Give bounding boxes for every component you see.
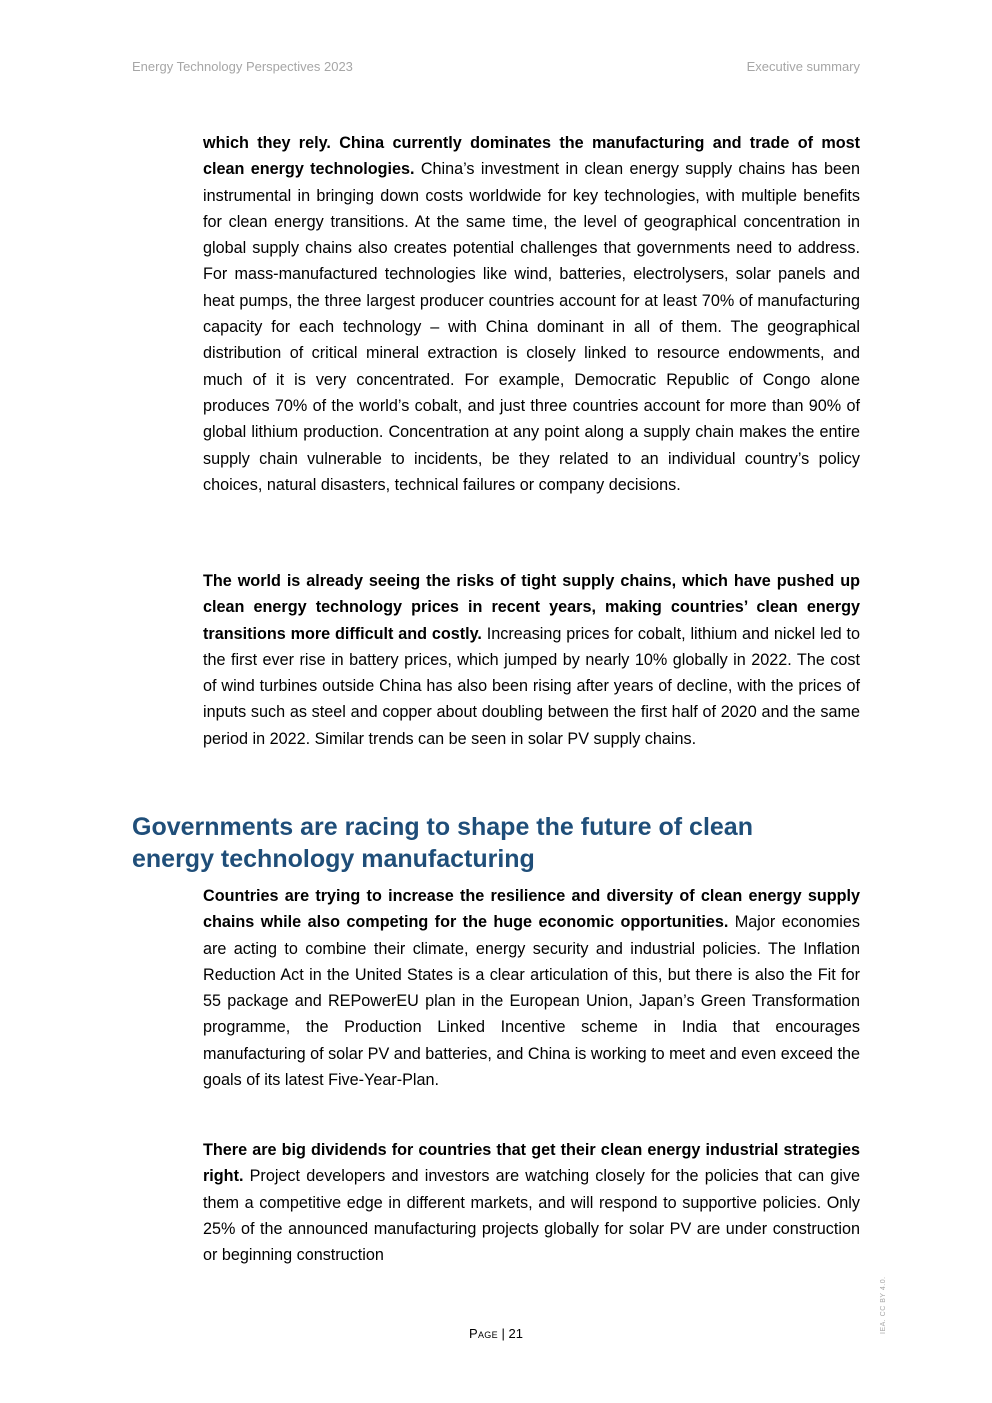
paragraph-lead: Countries are trying to increase the resilience and diversity of clean energy supply chains while also competing for the huge economic opportunities. — [203, 887, 860, 932]
paragraph-china-dominance — [203, 130, 860, 498]
paragraph-lead: The world is already seeing the risks of tight supply chains, which have pushed up clean energy technology prices in recent years, making countries’ clean energy transitions more difficult and costly. — [203, 572, 860, 643]
paragraph-lead: There are big dividends for countries that get their clean energy industrial strategies right. — [203, 1141, 860, 1186]
paragraph-text: Increasing prices for cobalt, lithium and nickel led to the first ever rise in battery prices, which jumped by nearly 10% globally in 2022. The cost of wind turbines outside China has also been rising after years of decline, with the prices of inputs such as steel and copper about doubling between the first half of 2020 and the same period in 2022. Similar trends can be seen in solar PV supply chains. — [203, 624, 860, 748]
license-notice: IEA. CC BY 4.0. — [880, 1276, 887, 1334]
paragraph-text: Major economies are acting to combine their climate, energy security and industrial policies. The Inflation Reduction Act in the United States is a clear articulation of this, but there is also the Fit for 55 package and REPowerEU plan in the European Union, Japan’s Green Transformation programme, the Production Linked Incentive scheme in India that encourages manufacturing of solar PV and batteries, and China is working to meet and even exceed the goals of its latest Five-Year-Plan. — [203, 913, 860, 1090]
section-heading: Governments are racing to shape the future of clean energy technology manufacturing — [132, 813, 753, 873]
paragraph-supply-chain-risks — [203, 568, 860, 752]
running-header-title: Energy Technology Perspectives 2023 — [132, 59, 353, 74]
running-header-section: Executive summary — [746, 59, 860, 74]
paragraph-text: Project developers and investors are watching closely for the policies that can give them a competitive edge in different markets, and will respond to supportive policies. Only 25% of the announced manufacturing projects globally for solar PV are under construction or beginning construction — [203, 1167, 860, 1265]
page-label: Page — [469, 1326, 498, 1341]
paragraph-text: China’s investment in clean energy supply chains has been instrumental in bringing down costs worldwide for key technologies, with multiple benefits for clean energy transitions. At the same time, the level of geographical concentration in global supply chains also creates potential challenges that governments need to address. For mass-manufactured technologies like wind, batteries, electrolysers, solar panels and heat pumps, the three largest producer countries account for at least 70% of manufacturing capacity for each technology – with China dominant in all of them. The geographical distribution of critical mineral extraction is closely linked to resource endowments, and much of it is very concentrated. For example, Democratic Republic of Congo alone produces 70% of the world’s cobalt, and just three countries account for more than 90% of global lithium production. Concentration at any point along a supply chain makes the entire supply chain vulnerable to incidents, be they related to an individual country’s policy choices, natural disasters, technical failures or company decisions. — [203, 160, 860, 494]
paragraph-resilience — [203, 883, 860, 1093]
page-number: 21 — [508, 1326, 523, 1341]
page-separator: | — [497, 1326, 509, 1341]
paragraph-dividends — [203, 1137, 860, 1268]
paragraph-lead: which they rely. China currently dominates the manufacturing and trade of most clean energy technologies. — [203, 134, 860, 179]
page-number-footer — [0, 1326, 992, 1341]
